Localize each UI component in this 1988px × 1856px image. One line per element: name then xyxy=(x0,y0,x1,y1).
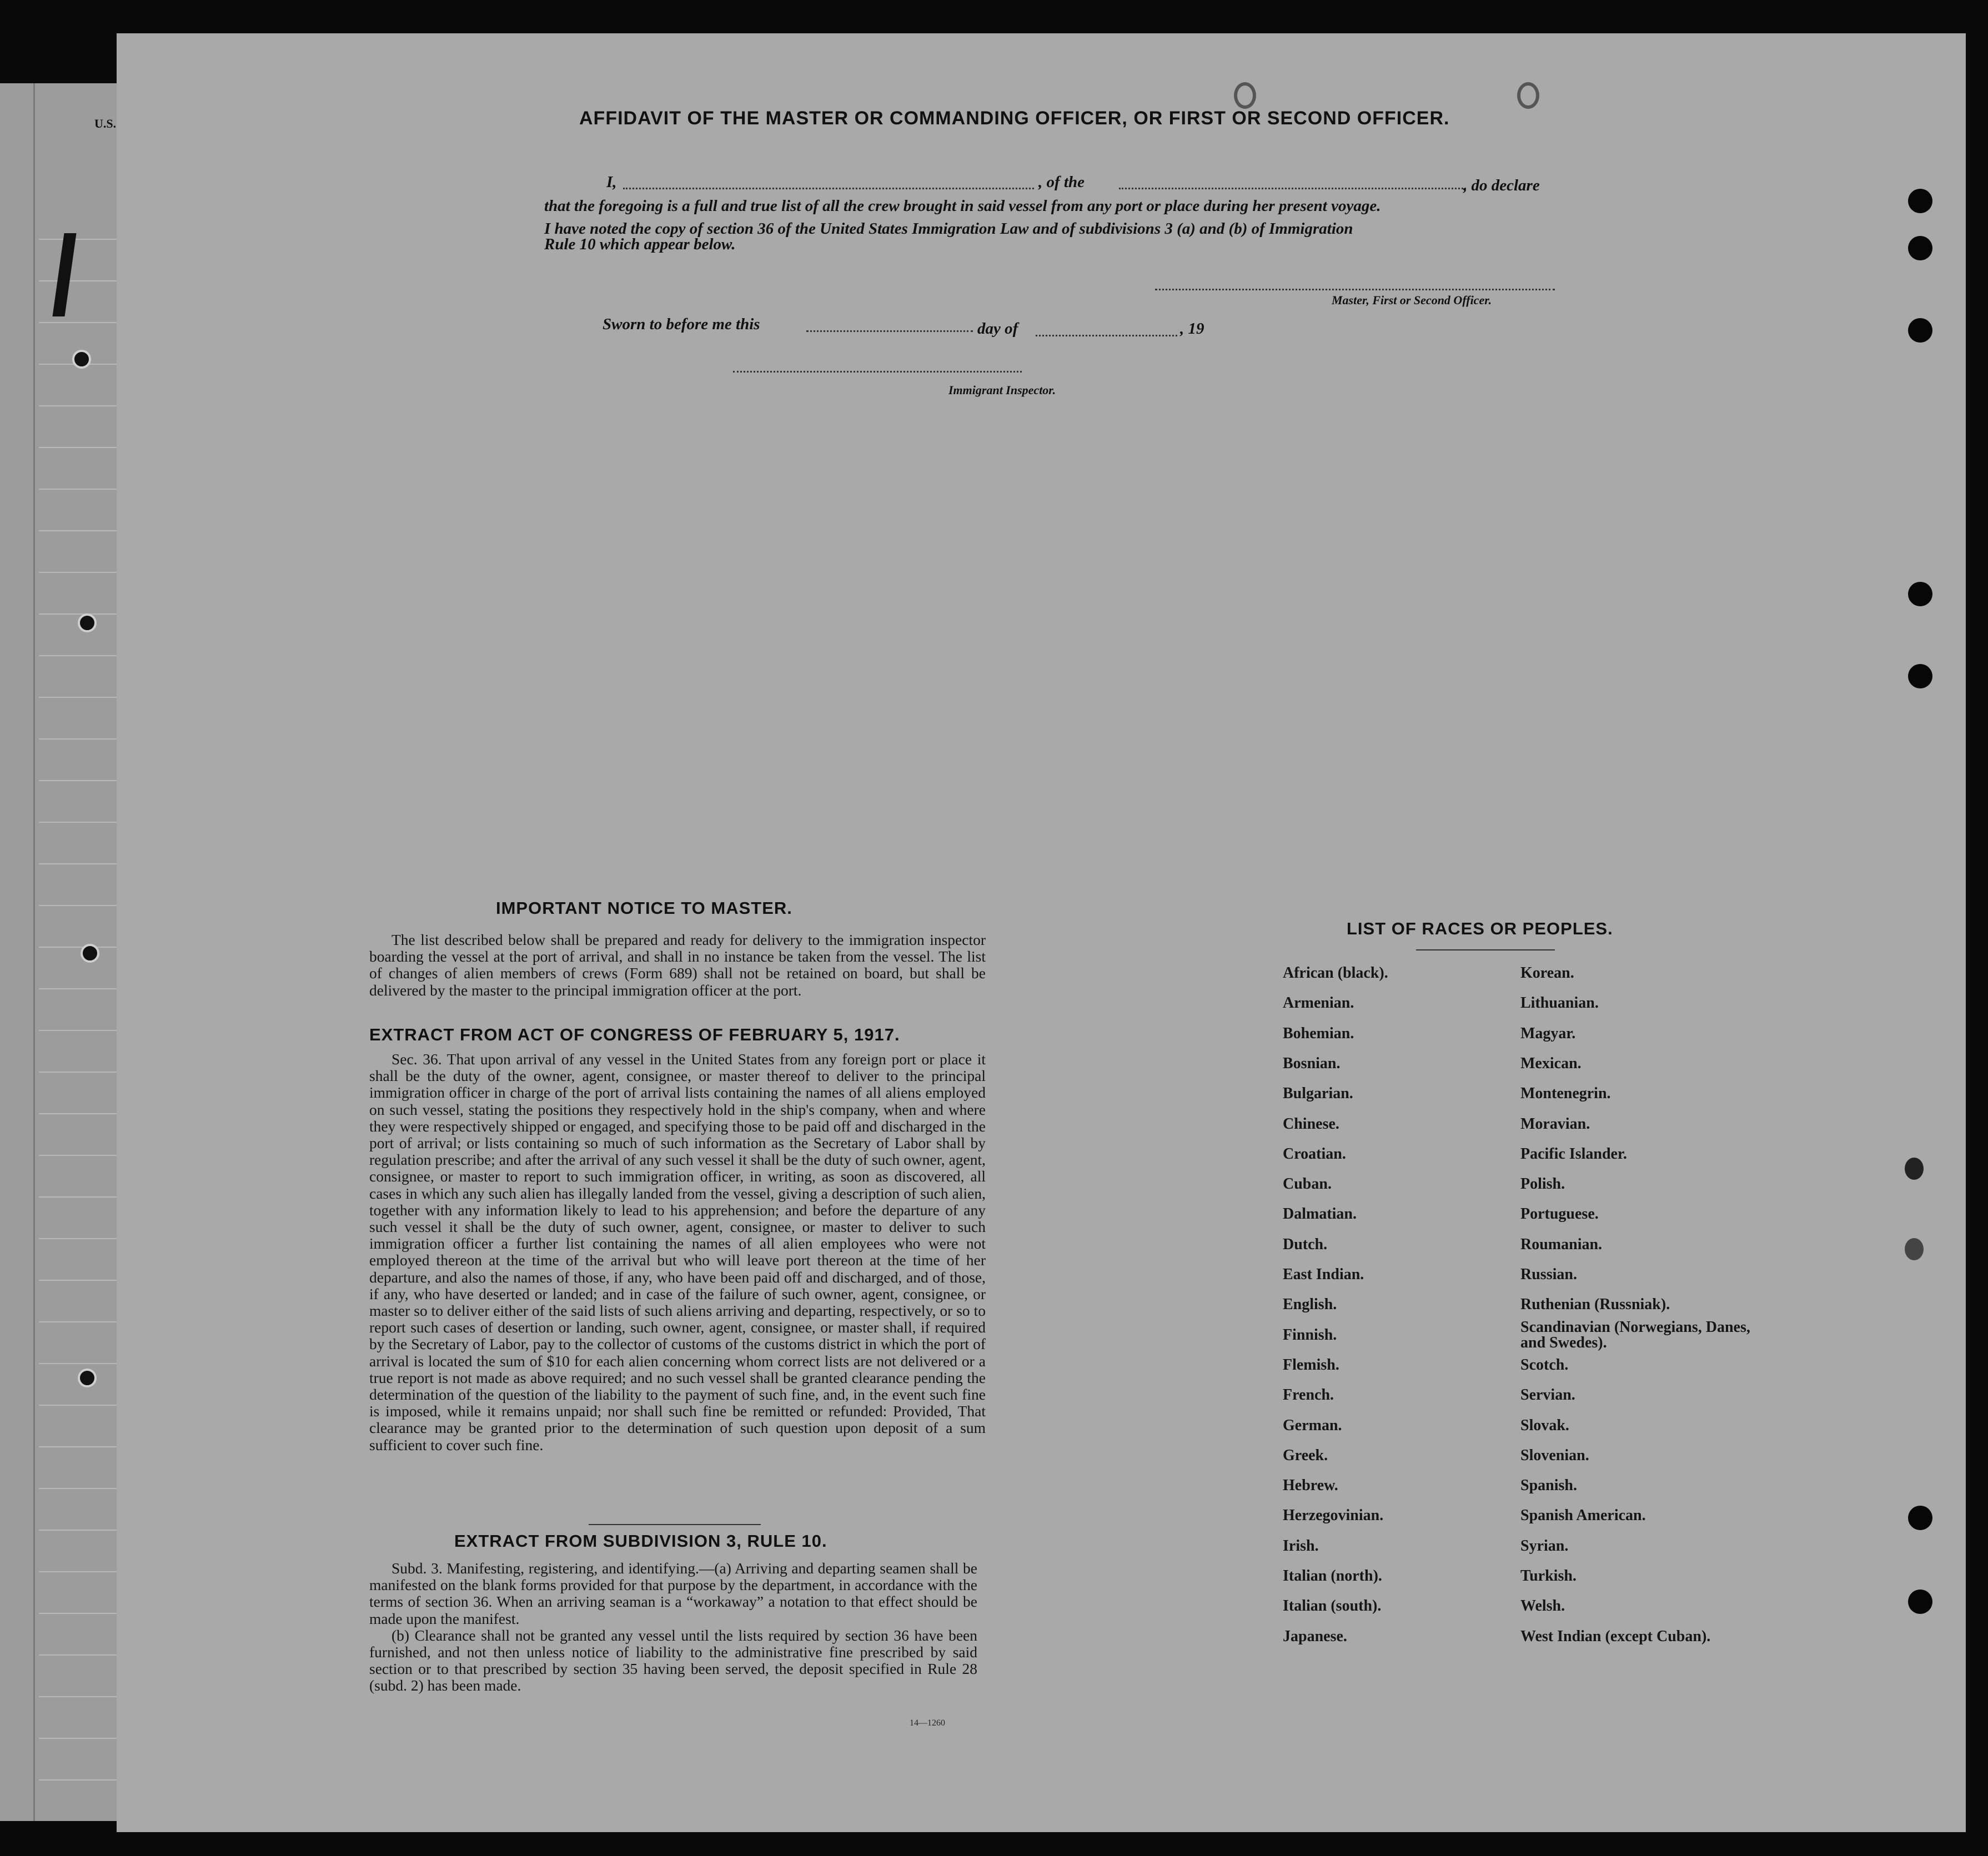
month-line xyxy=(1036,335,1177,336)
race-item: Bulgarian. xyxy=(1283,1085,1353,1103)
affidavit-declare-label: , do declare xyxy=(1463,177,1540,194)
punch-hole xyxy=(1908,189,1932,213)
race-item: Servian. xyxy=(1520,1386,1575,1404)
eyelet-ring xyxy=(1517,82,1539,109)
race-item: Montenegrin. xyxy=(1520,1085,1611,1103)
race-item: Dalmatian. xyxy=(1283,1205,1357,1223)
day-of-label: day of xyxy=(977,320,1018,338)
notice-paragraph: The list described below shall be prepared and ready for delivery to the immigration inspector boarding the vessel at the port of arrival, and shall in no instance be taken from the vessel. The list of changes of alien members of crews (Form 689) shall not be retained on board, but shall be delivered by the master to the principal immigration officer at the port. xyxy=(369,931,986,999)
year-label: , 19 xyxy=(1180,320,1204,338)
race-item: Scotch. xyxy=(1520,1356,1569,1374)
punch-hole xyxy=(1908,236,1932,260)
race-item: Magyar. xyxy=(1520,1024,1576,1042)
punch-hole xyxy=(1905,1158,1924,1180)
race-item: Herzegovinian. xyxy=(1283,1507,1384,1525)
race-item: West Indian (except Cuban). xyxy=(1520,1627,1711,1645)
section-divider xyxy=(589,1524,761,1525)
race-item: Mexican. xyxy=(1520,1054,1582,1072)
margin-label-top: U.S. xyxy=(94,117,117,130)
affidavit-title: AFFIDAVIT OF THE MASTER OR COMMANDING OFFICER, OR FIRST OR SECOND OFFICER. xyxy=(579,108,1450,129)
race-item: Dutch. xyxy=(1283,1235,1328,1253)
sworn-day-line xyxy=(806,330,973,332)
race-item: Korean. xyxy=(1520,964,1574,982)
binder-hole xyxy=(78,613,97,632)
race-item: Slovenian. xyxy=(1520,1446,1589,1464)
race-item: Spanish. xyxy=(1520,1477,1577,1495)
binder-hole xyxy=(72,350,91,369)
sheet-margin-rule xyxy=(33,83,35,1821)
races-divider xyxy=(1416,949,1555,950)
race-item: English. xyxy=(1283,1296,1337,1314)
punch-hole xyxy=(1908,582,1932,606)
act-extract-title: EXTRACT FROM ACT OF CONGRESS OF FEBRUARY 5, 1917. xyxy=(369,1025,900,1044)
notice-text xyxy=(369,932,986,999)
race-item: Lithuanian. xyxy=(1520,994,1599,1012)
rule-paragraph-b: (b) Clearance shall not be granted any vessel until the lists required by section 36 have been furnished, and not then unless notice of liability to the administrative fine prescribed by said section or to that prescribed by section 35 having been served, the deposit specified in Rule 28 (subd. 2) has been made. xyxy=(369,1626,977,1694)
sworn-label: Sworn to before me this xyxy=(603,315,760,333)
race-item: Pacific Islander. xyxy=(1520,1145,1627,1163)
race-item: Moravian. xyxy=(1520,1115,1590,1133)
name-field-line xyxy=(623,188,1034,189)
binder-hole xyxy=(78,1369,97,1387)
master-signature-label: Master, First or Second Officer. xyxy=(1332,293,1492,307)
notice-title: IMPORTANT NOTICE TO MASTER. xyxy=(496,898,792,918)
act-extract-paragraph: Sec. 36. That upon arrival of any vessel in the United States from any foreign port or place it shall be the duty of the owner, agent, consignee, or master thereof to deliver to the principal immigration officer in charge of the port of arrival lists containing the names of all aliens employed on such vessel, stating the positions they respectively hold in the ship's company, when and where they were respectively shipped or engaged, and specifying those to be paid off and discharged in the port of arrival; or lists containing so much of such information as the Secretary of Labor shall by regulation prescribe; and after the arrival of any such vessel it shall be the duty of such owner, agent, consignee, or master to report to such immigration officer, in writing, as soon as discovered, all cases in which any such alien has illegally landed from the vessel, giving a description of such alien, together with any information likely to lead to his apprehension; and before the departure of any such vessel it shall be the duty of such owner, agent, consignee, or master to deliver to such immigration officer a further list containing the names of all alien employees who were not employed thereon at the time of the arrival but who will leave port thereon at the time of her departure, and also the names of those, if any, who have been paid off and discharged, and of those, if any, who have deserted or landed; and in case of the failure of such owner, agent, consignee, or master so to deliver either of the said lists of such aliens arriving and departing, respectively, or so to report such cases of desertion or landing, such owner, agent, consignee, or master shall, if required by the Secretary of Labor, pay to the collector of customs of the customs district in which the port of arrival is located the sum of $10 for each alien concerning whom correct lists are not delivered or a true report is not made as above required; and no such vessel shall be granted clearance pending the determination of the question of the liability to the payment of such fine, and, in the event such fine is imposed, while it remains unpaid; nor shall such fine be remitted or refunded: Provided, That clearance may be granted prior to the determination of such question upon deposit of a sum sufficient to cover such fine. xyxy=(369,1050,986,1453)
rule-extract-title: EXTRACT FROM SUBDIVISION 3, RULE 10. xyxy=(454,1531,827,1551)
race-item: African (black). xyxy=(1283,964,1388,982)
punch-hole xyxy=(1908,664,1932,688)
punch-hole xyxy=(1905,1238,1924,1260)
race-item: Irish. xyxy=(1283,1537,1319,1555)
inspector-signature-line xyxy=(733,371,1022,373)
race-item: Bohemian. xyxy=(1283,1024,1354,1042)
race-item: Croatian. xyxy=(1283,1145,1346,1163)
race-item: Bosnian. xyxy=(1283,1054,1341,1072)
race-item: East Indian. xyxy=(1283,1266,1364,1283)
race-item: French. xyxy=(1283,1386,1334,1404)
act-extract-text xyxy=(369,1051,986,1453)
race-item: Ruthenian (Russniak). xyxy=(1520,1296,1670,1314)
race-item: Greek. xyxy=(1283,1446,1328,1464)
race-item: Syrian. xyxy=(1520,1537,1569,1555)
race-item: German. xyxy=(1283,1416,1342,1434)
race-item: Roumanian. xyxy=(1520,1235,1603,1253)
race-item: Welsh. xyxy=(1520,1597,1565,1615)
race-item: Spanish American. xyxy=(1520,1507,1646,1525)
affidavit-line-4: Rule 10 which appear below. xyxy=(544,235,736,253)
race-item: Italian (south). xyxy=(1283,1597,1382,1615)
rule-paragraph-a: Subd. 3. Manifesting, registering, and identifying.—(a) Arriving and departing seamen shall be manifested on the blank forms provided for that purpose by the department, in accordance with the terms of section 36. When an arriving seaman is a “workaway” a notation to that effect should be made upon the manifest. xyxy=(369,1560,977,1627)
master-signature-line xyxy=(1155,289,1555,290)
punch-hole xyxy=(1908,318,1932,343)
race-item: Japanese. xyxy=(1283,1627,1347,1645)
races-title: LIST OF RACES OR PEOPLES. xyxy=(1347,919,1613,938)
affidavit-of-the-label: , of the xyxy=(1038,173,1085,191)
punch-hole xyxy=(1908,1506,1932,1530)
race-item: Italian (north). xyxy=(1283,1567,1382,1585)
race-item: Armenian. xyxy=(1283,994,1354,1012)
race-item: Russian. xyxy=(1520,1266,1577,1283)
binder-hole xyxy=(81,944,99,963)
race-item: Cuban. xyxy=(1283,1175,1332,1193)
rule-extract-text xyxy=(369,1560,977,1694)
form-number: 14—1260 xyxy=(910,1718,945,1728)
inspector-label: Immigrant Inspector. xyxy=(948,383,1056,397)
race-item: Polish. xyxy=(1520,1175,1565,1193)
affidavit-line-3: I have noted the copy of section 36 of the United States Immigration Law and of subdivisions 3 (a) and (b) of Immigration xyxy=(544,220,1353,238)
vessel-field-line xyxy=(1119,188,1466,189)
punch-hole xyxy=(1908,1590,1932,1614)
eyelet-ring xyxy=(1234,82,1256,109)
affidavit-i-label: I, xyxy=(606,173,617,191)
race-item: Hebrew. xyxy=(1283,1477,1338,1495)
affidavit-line-2: that the foregoing is a full and true list of all the crew brought in said vessel from any port or place during her present voyage. xyxy=(544,197,1381,215)
race-item: Scandinavian (Norwegians, Danes, and Swedes). xyxy=(1520,1318,1750,1351)
race-item: Chinese. xyxy=(1283,1115,1339,1133)
race-item: Slovak. xyxy=(1520,1416,1569,1434)
race-item: Flemish. xyxy=(1283,1356,1339,1374)
race-item: Finnish. xyxy=(1283,1326,1337,1344)
race-item: Turkish. xyxy=(1520,1567,1577,1585)
race-item: Portuguese. xyxy=(1520,1205,1599,1223)
